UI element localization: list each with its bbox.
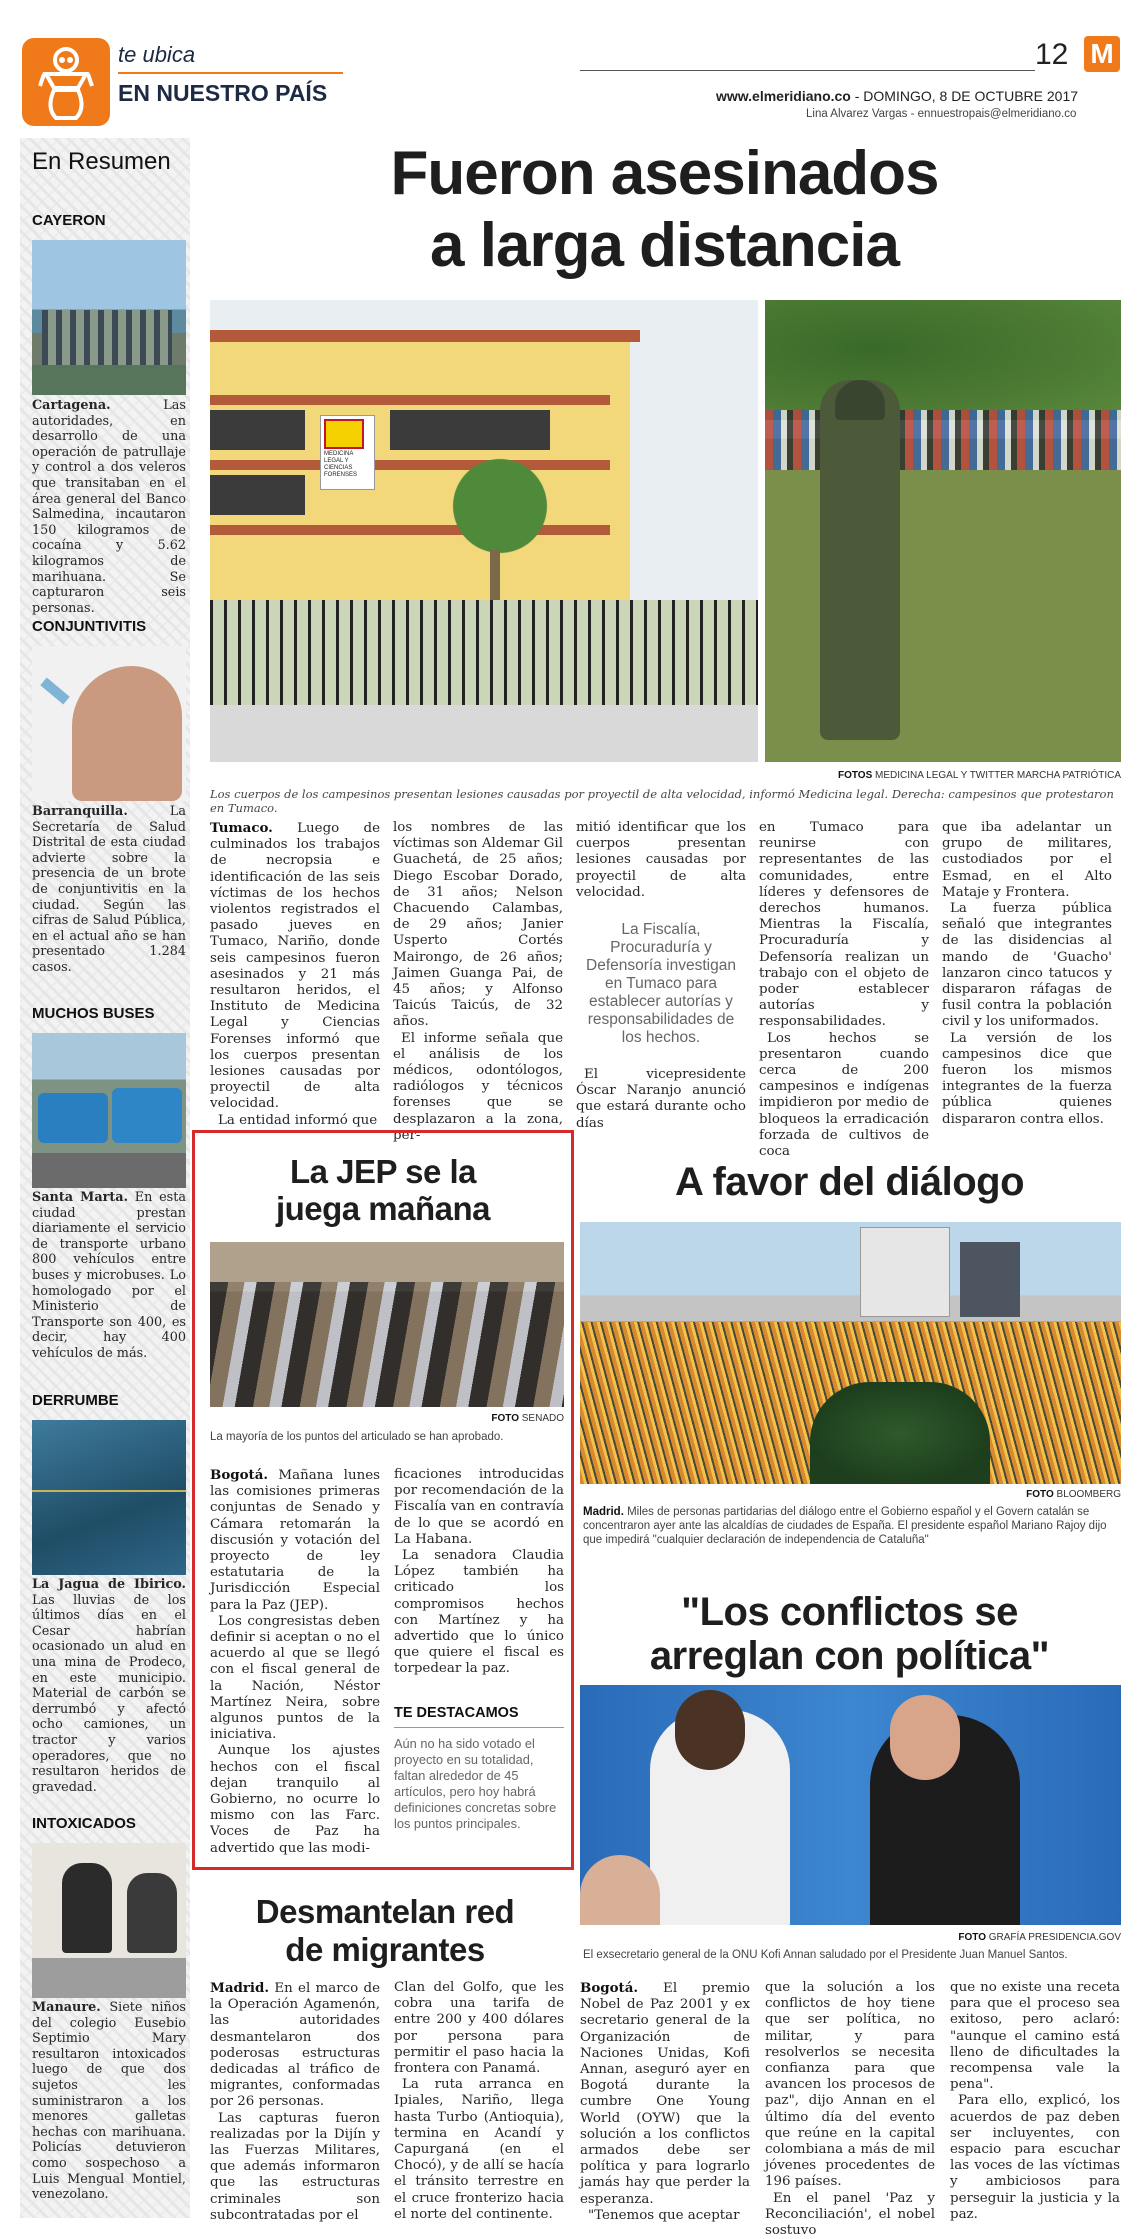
sidebar-lead: La Jagua de Ibirico. [32,1577,186,1592]
photo-credit: FOTOS MEDICINA LEGAL Y TWITTER MARCHA PATRIÓTICA [837,770,1121,781]
sidebar-text: La Jagua de Ibirico. Las lluvias de los últimos días en el Cesar habrían ocasionado un alud en una mina de Prodeco, en este municipio. Material de carbón se derrumbó y afectó ocho camiones, un tractor y varios operadores, que no resultaron heridos de gravedad. [32,1577,186,1795]
sidebar-photo [32,646,186,801]
sidebar-lead: Barranquilla. [32,804,128,819]
conflictos-col-1: Bogotá. El premio Nobel de Paz 2001 y ex secretario general de la Organización de Naciones Unidas, Kofi Annan, aseguró ayer en Bogotá durante la cumbre One Young World (OYW) que la solución a los conflictos armados debe ser política y para lograrlo jamás hay que perder la esperanza. "Tenemos que aceptar [580,1980,750,2223]
jep-col-2: ficaciones introducidas por recomendación de la Fiscalía van en contravía de lo que se acordó en La Habana. La senadora Claudia López también ha criticado los compromisos hechos con Martínez y ha advertido que lo único que quiere el fiscal es torpedear la paz. [394,1467,564,1677]
sidebar-head: INTOXICADOS [32,1815,136,1832]
sidebar-lead: Manaure. [32,2000,101,2015]
conflictos-caption: El exsecretario general de la ONU Kofi Annan saludado por el Presidente Juan Manuel Santos. [583,1949,1068,1961]
main-col-4: en Tumaco para reunirse con representantes de las comunidades, entre líderes y defensores de derechos humanos. Mientras la Fiscalía, Procuraduría y Defensoría realizan un trabajo con el objeto de poder establecer autorías y responsabilidades. Los hechos se presentaron cuando cerca de 200 campesinos e indígenas impidieron por medio de bloqueos la erradicación forzada de cultivos de coca [759,820,929,1160]
conflictos-credit: FOTO GRAFÍA PRESIDENCIA.GOV [958,1932,1121,1943]
sidebar-text: Santa Marta. En esta ciudad prestan diariamente el servicio de transporte urbano 800 vehículos entre buses y microbuses. Lo homologado por el Ministerio de Transporte son 400, es decir, hay 400 vehículos de más. [32,1190,186,1361]
highlight-text: Aún no ha sido votado el proyecto en su totalidad, faltan alrededor de 45 artículos, pero hoy habrá definiciones concretas sobre los puntos principales. [394,1736,557,1831]
section-small: te ubica [118,42,196,67]
dialogo-credit: FOTO BLOOMBERG [1026,1489,1121,1500]
photo-handshake [580,1685,1121,1925]
date: - DOMINGO, 8 DE OCTUBRE 2017 [850,88,1079,104]
section-logo [22,38,110,126]
sidebar-text: Manaure. Siete niños del colegio Eusebio Septimio Mary resultaron intoxicados luego de que dos sujetos les suministraron a los menores galletas hechas con marihuana. Policías detuvieron como sospechoso a Luis Mengual Montiel, venezolano. [32,2000,186,2203]
conflictos-col-2: que la solución a los conflictos de hoy tiene que ser política, no militar, y para resolverlos se necesita confianza para que avancen los procesos de paz", dijo Annan en el último día del evento que reúne en la capital colombiana a más de mil jóvenes procedentes de 196 países. En el panel 'Paz y Reconciliación', el nobel sostuvo [765,1980,935,2239]
sidebar-photo [32,1033,186,1188]
sidebar-title: En Resumen [32,148,171,175]
header-rule [580,70,1035,71]
sidebar-head: CAYERON [32,212,106,229]
sidebar-text: Cartagena. Las autoridades, en desarrollo de una operación de patrullaje y control a dos veleros que transitaban en el área general del Banco Salmedina, incautaron 150 kilogramos de cocaína y 5.62 kilogramos de marihuana. Se capturaron seis personas. [32,398,186,616]
sidebar-head: MUCHOS BUSES [32,1005,155,1022]
jep-credit: FOTO SENADO [491,1413,564,1424]
building-sign: MEDICINA LEGAL Y CIENCIAS FORENSES [320,415,375,490]
main-col-3: mitió identificar que los cuerpos presentan lesiones causadas por proyectil de alta velocidad. La Fiscalía, Procuraduría y Defensoría investigan en Tumaco para establecer autorías y responsabilidades de los hechos. El vicepresidente Óscar Naranjo anunció que estará durante ocho días [576,820,746,1131]
migrantes-col-2: Clan del Golfo, que les cobra una tarifa de entre 200 y 400 dólares por persona para permitir el paso hacia la frontera con Panamá. La ruta arranca en Ipiales, Nariño, llega hasta Turbo (Antioquia), termina en Acandí y Capurganá (en el Chocó), y de allí se hacía el tránsito terrestre en el cruce fronterizo hacia el norte del continente. [394,1980,564,2222]
site-url[interactable]: www.elmeridiano.co [716,88,851,104]
page-number: 12 [1035,38,1069,71]
section-big: EN NUESTRO PAÍS [118,80,328,106]
sidebar-lead: Cartagena. [32,398,111,413]
sidebar-text: Barranquilla. La Secretaría de Salud Distrital de esta ciudad advierte sobre la presencia de un brote de conjuntivitis en la ciudad. Según las cifras de Salud Pública, en el actual año se han presentado 1.284 casos. [32,804,186,975]
highlight-rule [394,1727,564,1728]
sidebar-head: DERRUMBE [32,1392,119,1409]
dialogo-title: A favor del diálogo [674,1160,1025,1204]
robot-figure-icon [22,38,110,126]
migrantes-title: Desmantelan red de migrantes [255,1893,515,1968]
sidebar-photo [32,1843,186,1998]
conflictos-title: "Los conflictos se arreglan con política" [649,1590,1050,1678]
byline: Lina Alvarez Vargas - ennuestropais@elmeridiano.co [806,108,1077,120]
jep-caption: La mayoría de los puntos del articulado se han aprobado. [210,1431,504,1443]
sidebar-photo [32,240,186,395]
photo-building [210,300,758,762]
pull-quote: La Fiscalía, Procuraduría y Defensoría investigan en Tumaco para establecer autorías y responsabilidades de los hechos. [586,921,736,1047]
photo-crowd [580,1222,1121,1484]
main-headline: Fueron asesinados a larga distancia [390,139,939,280]
jep-col-1: Bogotá. Mañana lunes las comisiones primeras conjuntas de Senado y Cámara retomarán la discusión y votación del proyecto de ley estatutaria de la Jurisdicción Especial para la Paz (JEP). Los congresistas deben definir si aceptan o no el acuerdo al que se llegó con el fiscal general de la Nación, Néstor Martínez Neira, sobre algunos puntos de la iniciativa. Aunque los ajustes hechos con el fiscal dejan tranquilo al Gobierno, no ocurre lo mismo con las Farc. Voces de Paz ha advertido que las modi- [210,1467,380,1856]
highlight-head: TE DESTACAMOS [394,1705,519,1721]
photo-senate [210,1242,564,1407]
conflictos-col-3: que no existe una receta para que el proceso sea exitoso, pero aclaró: "aunque el camino está lleno de dificultades la recompensa vale la pena". Para ello, explicó, los acuerdos de paz deben ser incluyentes, con espacio para escuchar las voces de las víctimas y ambiciosos para perseguir la justicia y la paz. [950,1980,1120,2222]
main-col-1: Tumaco. Luego de culminados los trabajos de necropsia e identificación de las seis víctimas de los hechos violentos registrados el pasado jueves en Tumaco, Nariño, donde seis campesinos fueron asesinados y 21 más resultaron heridos, el Instituto de Medicina Legal y Ciencias Forenses informó que los cuerpos presentan lesiones causadas por proyectil de alta velocidad. La entidad informó que [210,820,380,1128]
sidebar-head: CONJUNTIVITIS [32,618,147,635]
photo-caption: Los cuerpos de los campesinos presentan lesiones causadas por proyectil de alta velocidad, informó Medicina legal. Derecha: campesinos que protestaron en Tumaco. [210,787,1114,815]
photo-soldier [765,300,1121,762]
site-date [716,88,1078,104]
migrantes-col-1: Madrid. En el marco de la Operación Agamenón, las autoridades desmantelaron dos poderosas estructuras dedicadas al tráfico de migrantes, conformadas por 26 personas. Las capturas fueron realizadas por la Dijín y las Fuerzas Militares, que además informaron que las estructuras criminales son subcontratadas por el [210,1980,380,2223]
brand-badge: M [1084,36,1120,72]
main-col-5: que iba adelantar un grupo de militares, custodiados por el Esmad, en el Alto Mataje y Frontera. La fuerza pública señaló que integrantes de las disidencias al mando de 'Guacho' lanzaron cinco tatucos y dispararon ráfagas de fusil contra la población civil y los uniformados. La versión de los campesinos dice que fueron los mismos integrantes de la fuerza pública quienes dispararon contra ellos. [942,820,1112,1127]
main-col-2: los nombres de las víctimas son Aldemar Gil Guachetá, de 25 años; Diego Escobar Dorado, de 31 años; Nelson Chacuendo Calambas, de 29 años; Janier Usperto Cortés Mairongo, de 26 años; Jaimen Guanga Pai, de 45 años; y Alfonso Taicús Taicús, de 32 años. El informe señala que el análisis de los médicos, odontólogos, radiólogos y técnicos forenses que se desplazaron a la zona, per- [393,820,563,1143]
dialogo-caption: Madrid. Miles de personas partidarias del diálogo entre el Gobierno español y el Govern catalán se concentraron ayer ante las alcaldías de ciudades de España. El presidente español Mariano Rajoy dijo que impedirá "cualquier declaración de independencia de Cataluña" [583,1506,1107,1546]
jep-title: La JEP se la juega mañana [275,1153,491,1227]
sidebar-lead: Santa Marta. [32,1190,129,1205]
section-rule [118,72,343,74]
sidebar-photo [32,1420,186,1575]
